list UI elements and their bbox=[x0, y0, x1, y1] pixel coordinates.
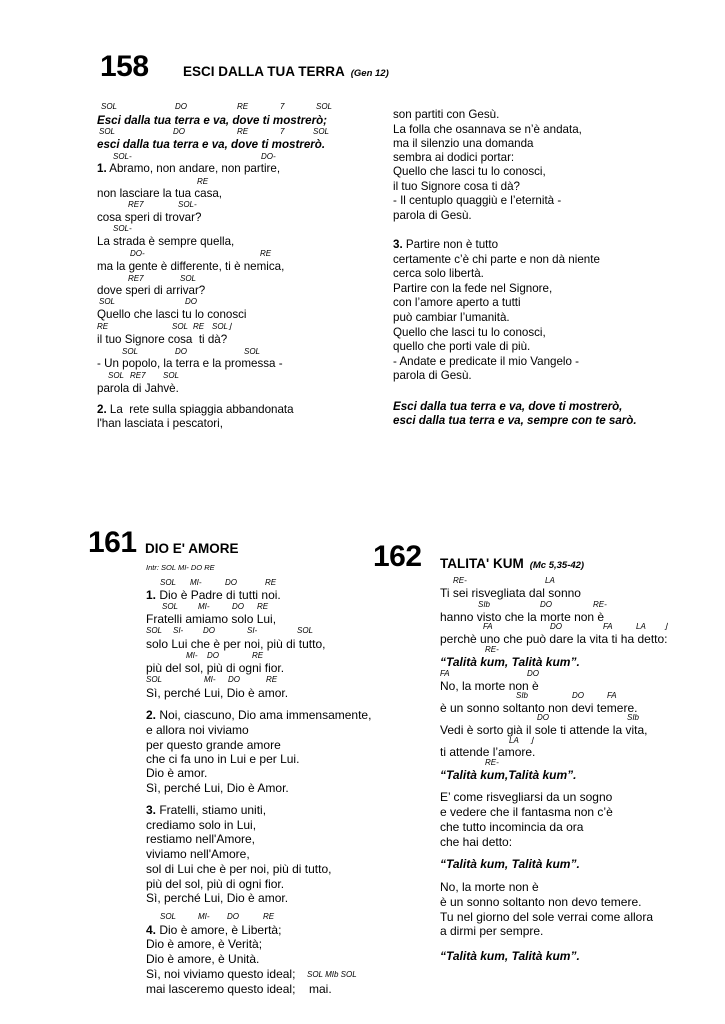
lyric-text: Partire con la fede nel Signore, bbox=[393, 282, 553, 295]
chord: DO bbox=[207, 651, 219, 660]
chord: SOL bbox=[297, 626, 314, 635]
lyric-line bbox=[97, 187, 222, 201]
lyric-line bbox=[97, 211, 201, 225]
lyric-text: Quello che lasci tu lo conosci bbox=[97, 308, 247, 321]
chord: FA bbox=[603, 622, 613, 631]
lyric-line bbox=[146, 803, 266, 817]
lyric-line bbox=[393, 340, 530, 354]
lyric-line bbox=[146, 738, 281, 752]
lyric-line bbox=[393, 151, 514, 165]
verse-number: 2. bbox=[97, 403, 107, 416]
lyric-text: quello che porti vale di più. bbox=[393, 340, 531, 353]
chord: RE bbox=[252, 651, 264, 660]
verse-number: 1. bbox=[97, 162, 107, 175]
lyric-text: a dirmi per sempre. bbox=[440, 924, 544, 938]
lyric-line bbox=[393, 253, 600, 267]
chord: SOL bbox=[313, 127, 330, 136]
lyric-text: più del sol, più di ogni fior. bbox=[146, 661, 285, 675]
lyric-text: - Il centuplo quaggiù e l’eternità - bbox=[393, 194, 562, 207]
lyric-text: Dio è amore, è Verità; bbox=[146, 937, 263, 951]
lyric-text: esci dalla tua terra e va, sempre con te sarò. bbox=[393, 414, 637, 427]
refrain-line bbox=[393, 400, 622, 414]
lyric-text: può cambiar l’umanità. bbox=[393, 311, 510, 324]
chord: SOL- bbox=[113, 152, 132, 161]
song-number: 158 bbox=[100, 50, 149, 83]
lyric-text: Vedi è sorto già il sole ti attende la vita, bbox=[440, 723, 648, 737]
song-heading bbox=[145, 540, 238, 558]
lyric-text: “Talità kum, Talità kum”. bbox=[440, 857, 580, 871]
lyric-text: crediamo solo in Lui, bbox=[146, 818, 257, 832]
chord: RE bbox=[265, 578, 277, 587]
lyric-line bbox=[146, 752, 299, 766]
lyric-line bbox=[146, 982, 295, 996]
chord: SOL bbox=[162, 602, 179, 611]
lyric-text: Sì, perché Lui, Dio è amor. bbox=[146, 891, 289, 905]
lyric-text: Sì, perché Lui, Dio è amor. bbox=[146, 686, 289, 700]
chord: DO bbox=[225, 578, 237, 587]
song-number: 161 bbox=[88, 526, 137, 559]
lyric-line bbox=[146, 923, 281, 937]
lyric-text: - Un popolo, la terra e la promessa - bbox=[97, 357, 283, 370]
chord: DO- bbox=[261, 152, 276, 161]
lyric-text: Sì, perché Lui, Dio è Amor. bbox=[146, 781, 289, 795]
chord: DO bbox=[173, 127, 185, 136]
lyric-line bbox=[146, 686, 288, 700]
lyric-line bbox=[146, 723, 249, 737]
chord: MI- bbox=[198, 602, 210, 611]
lyric-text: Esci dalla tua terra e va, dove ti mostrerò; bbox=[97, 114, 328, 127]
lyric-line bbox=[97, 260, 284, 274]
lyric-text: Tu nel giorno del sole verrai come allora bbox=[440, 910, 653, 924]
chord: RE bbox=[263, 912, 275, 921]
lyric-text: No, la morte non è bbox=[440, 880, 539, 894]
chord: SOL bbox=[99, 127, 116, 136]
chord: RE- bbox=[485, 758, 499, 767]
chord: RE7 bbox=[130, 371, 146, 380]
refrain-line bbox=[393, 414, 637, 428]
lyric-line bbox=[393, 137, 534, 151]
lyric-text: il tuo Signore cosa ti dà? bbox=[97, 333, 228, 346]
lyric-text: La folla che osannava se n’è andata, bbox=[393, 123, 582, 136]
lyric-text: Fratelli, stiamo uniti, bbox=[156, 803, 267, 817]
lyric-line bbox=[97, 382, 179, 396]
lyric-text: perchè uno che può dare la vita ti ha detto: bbox=[440, 632, 668, 646]
lyric-line bbox=[393, 311, 510, 325]
lyric-line bbox=[440, 723, 647, 737]
lyric-line bbox=[146, 832, 255, 846]
lyric-text: e allora noi viviamo bbox=[146, 723, 249, 737]
chord: SOL- bbox=[113, 224, 132, 233]
lyric-line bbox=[440, 745, 535, 759]
chord: SOL bbox=[316, 102, 333, 111]
lyric-line bbox=[440, 632, 668, 646]
lyric-line bbox=[440, 880, 539, 894]
song-title: TALITA' KUM bbox=[440, 556, 524, 571]
verse-number: 1. bbox=[146, 588, 157, 602]
lyric-text: La strada è sempre quella, bbox=[97, 235, 235, 248]
lyric-text: parola di Gesù. bbox=[393, 369, 472, 382]
chord: DO bbox=[550, 622, 562, 631]
lyric-line bbox=[146, 937, 262, 951]
chord: RE bbox=[260, 249, 272, 258]
chord: SOL bbox=[108, 371, 125, 380]
lyric-line bbox=[146, 952, 259, 966]
lyric-line bbox=[97, 162, 280, 176]
lyric-line bbox=[440, 790, 612, 804]
lyric-text: viviamo nell'Amore, bbox=[146, 847, 250, 861]
verse-number: 2. bbox=[146, 708, 157, 722]
lyric-line bbox=[97, 284, 205, 298]
verse-number: 3. bbox=[146, 803, 157, 817]
chord: SI- bbox=[247, 626, 258, 635]
chord: DO bbox=[527, 669, 539, 678]
chord: MI- bbox=[190, 578, 202, 587]
lyric-line bbox=[440, 586, 581, 600]
song-heading bbox=[183, 63, 389, 83]
chord: SIb bbox=[478, 600, 491, 609]
lyric-line bbox=[393, 296, 521, 310]
chord: RE7 bbox=[128, 200, 144, 209]
lyric-text: ti attende l’amore. bbox=[440, 745, 536, 759]
lyric-line bbox=[393, 209, 472, 223]
lyric-line bbox=[146, 891, 288, 905]
lyric-line bbox=[146, 588, 281, 602]
lyric-text: Fratelli amiamo solo Lui, bbox=[146, 612, 277, 626]
chord: 7 bbox=[280, 127, 285, 136]
lyric-line bbox=[146, 661, 284, 675]
refrain-line bbox=[97, 138, 325, 152]
lyric-line bbox=[146, 877, 284, 891]
lyric-line bbox=[146, 967, 295, 981]
refrain-line bbox=[440, 857, 580, 871]
lyric-line bbox=[440, 835, 512, 849]
lyric-text: parola di Gesù. bbox=[393, 209, 472, 222]
chord: FA bbox=[440, 669, 450, 678]
chord: FA bbox=[483, 622, 493, 631]
chord: RE bbox=[193, 322, 205, 331]
lyric-line bbox=[146, 708, 371, 722]
chord: ⌋ bbox=[664, 622, 668, 631]
lyric-line bbox=[393, 282, 552, 296]
lyric-line bbox=[393, 180, 520, 194]
lyric-text: “Talità kum,Talità kum”. bbox=[440, 768, 577, 782]
verse-number: 4. bbox=[146, 923, 157, 937]
lyric-text: Partire non è tutto bbox=[402, 238, 499, 251]
chord: RE bbox=[237, 127, 249, 136]
chord: SOL bbox=[160, 912, 177, 921]
lyric-line bbox=[97, 357, 283, 371]
lyric-line bbox=[440, 805, 613, 819]
chord: SOL bbox=[172, 322, 189, 331]
lyric-line bbox=[440, 924, 543, 938]
lyric-text: Esci dalla tua terra e va, dove ti mostrerò, bbox=[393, 400, 623, 413]
lyric-text: hanno visto che la morte non è bbox=[440, 610, 605, 624]
lyric-line bbox=[146, 818, 256, 832]
lyric-line bbox=[146, 637, 325, 651]
chord: MI- bbox=[198, 912, 210, 921]
chord: MI- bbox=[204, 675, 216, 684]
chord: DO bbox=[537, 713, 549, 722]
chord: DO bbox=[232, 602, 244, 611]
lyric-text: parola di Jahvè. bbox=[97, 382, 179, 395]
chord: MI- bbox=[186, 651, 198, 660]
chord: RE- bbox=[485, 645, 499, 654]
song-heading bbox=[440, 555, 584, 575]
lyric-text: ma il silenzio una domanda bbox=[393, 137, 534, 150]
song-reference: (Mc 5,35-42) bbox=[529, 560, 585, 571]
lyric-text: Noi, ciascuno, Dio ama immensamente, bbox=[156, 708, 372, 722]
lyric-line bbox=[440, 910, 653, 924]
lyric-line bbox=[146, 612, 276, 626]
lyric-text: - Andate e predicate il mio Vangelo - bbox=[393, 355, 580, 368]
lyric-text: cosa speri di trovar? bbox=[97, 211, 202, 224]
lyric-line bbox=[393, 123, 582, 137]
lyric-text: il tuo Signore cosa ti dà? bbox=[393, 180, 520, 193]
refrain-line bbox=[440, 768, 576, 782]
chord: RE7 bbox=[128, 274, 144, 283]
lyric-text: cerca solo libertà. bbox=[393, 267, 484, 280]
lyric-text: sembra ai dodici portar: bbox=[393, 151, 515, 164]
lyric-line bbox=[393, 194, 561, 208]
chord: SOL bbox=[146, 626, 163, 635]
chord: RE bbox=[266, 675, 278, 684]
lyric-text: “Talità kum, Talità kum”. bbox=[440, 949, 580, 963]
lyric-text: esci dalla tua terra e va, dove ti mostrerò. bbox=[97, 138, 326, 151]
lyric-text: sol di Lui che è per noi, più di tutto, bbox=[146, 862, 332, 876]
lyric-text: non lasciare la tua casa, bbox=[97, 187, 223, 200]
lyric-text: dove speri di arrivar? bbox=[97, 284, 206, 297]
lyric-line bbox=[393, 369, 472, 383]
lyric-text: ma la gente è differente, ti è nemica, bbox=[97, 260, 285, 273]
chord: DO bbox=[540, 600, 552, 609]
lyric-text: Dio è amore, è Unità. bbox=[146, 952, 260, 966]
chord: DO bbox=[175, 102, 187, 111]
chord: DO bbox=[572, 691, 584, 700]
lyric-text: Abramo, non andare, non partire, bbox=[106, 162, 281, 175]
song-reference: (Gen 12) bbox=[350, 68, 389, 79]
lyric-line bbox=[97, 308, 247, 322]
chord: RE bbox=[237, 102, 249, 111]
chord: 7 bbox=[280, 102, 285, 111]
lyric-line bbox=[393, 355, 579, 369]
song-title: DIO E' AMORE bbox=[145, 541, 239, 556]
lyric-text: più del sol, più di ogni fior. bbox=[146, 877, 285, 891]
chord: RE bbox=[97, 322, 109, 331]
chord: RE bbox=[197, 177, 209, 186]
lyric-text: e vedere che il fantasma non c’è bbox=[440, 805, 613, 819]
chord: SOL- bbox=[178, 200, 197, 209]
lyric-line bbox=[146, 766, 207, 780]
lyric-text: certamente c’è chi parte e non dà niente bbox=[393, 253, 600, 266]
lyric-line bbox=[97, 235, 234, 249]
song-number: 162 bbox=[373, 540, 422, 573]
chord: RE bbox=[257, 602, 269, 611]
lyric-text: mai lasceremo questo ideal; bbox=[146, 982, 296, 996]
lyric-line bbox=[97, 403, 294, 417]
lyric-text: che tutto incomincia da ora bbox=[440, 820, 584, 834]
lyric-text: La rete sulla spiaggia abbandonata bbox=[106, 403, 294, 416]
chord: SOL⌋ bbox=[212, 322, 232, 331]
chord: RE- bbox=[593, 600, 607, 609]
chord: SOL bbox=[101, 102, 118, 111]
lyric-text: l'han lasciata i pescatori, bbox=[97, 417, 223, 430]
chord: SOL bbox=[244, 347, 261, 356]
aside-chords: SOL MIb SOL bbox=[307, 970, 357, 979]
lyric-text: “Talità kum, Talità kum”. bbox=[440, 655, 580, 669]
lyric-text: è un sonno soltanto non devo temere. bbox=[440, 895, 642, 909]
chord: SOL bbox=[163, 371, 180, 380]
lyric-text: Ti sei risvegliata dal sonno bbox=[440, 586, 581, 600]
refrain-line bbox=[440, 949, 580, 963]
lyric-line bbox=[440, 820, 583, 834]
chord: LA bbox=[509, 736, 519, 745]
lyric-line bbox=[97, 417, 223, 431]
lyric-text: E’ come risvegliarsi da un sogno bbox=[440, 790, 613, 804]
chord: SOL bbox=[160, 578, 177, 587]
lyric-line bbox=[146, 847, 250, 861]
lyric-text: Sì, noi viviamo questo ideal; bbox=[146, 967, 296, 981]
lyric-text: per questo grande amore bbox=[146, 738, 281, 752]
chord: DO bbox=[185, 297, 197, 306]
lyric-text: che hai detto: bbox=[440, 835, 513, 849]
chord: LA bbox=[545, 576, 555, 585]
chord: SI- bbox=[173, 626, 184, 635]
chord: ⌋ bbox=[530, 736, 534, 745]
chord: SIb bbox=[516, 691, 529, 700]
song-title: ESCI DALLA TUA TERRA bbox=[183, 64, 345, 79]
verse-number: 3. bbox=[393, 238, 403, 251]
chord: DO bbox=[228, 675, 240, 684]
chord: SOL bbox=[180, 274, 197, 283]
lyric-text: solo Lui che è per noi, più di tutto, bbox=[146, 637, 326, 651]
lyric-text: Quello che lasci tu lo conosci, bbox=[393, 326, 546, 339]
lyric-line bbox=[97, 333, 227, 347]
lyric-line bbox=[393, 238, 498, 252]
refrain-line bbox=[97, 114, 327, 128]
chord: FA bbox=[607, 691, 617, 700]
intro-chords: Intr: SOL MI- DO RE bbox=[146, 563, 215, 572]
lyric-text: Dio è amore, è Libertà; bbox=[156, 923, 282, 937]
chord: RE- bbox=[453, 576, 467, 585]
lyric-text: che ci fa uno in Lui e per Lui. bbox=[146, 752, 300, 766]
lyric-text: son partiti con Gesù. bbox=[393, 108, 500, 121]
chord: DO bbox=[175, 347, 187, 356]
lyric-line bbox=[440, 610, 604, 624]
chord: SOL bbox=[99, 297, 116, 306]
lyric-line bbox=[393, 326, 546, 340]
chord: DO bbox=[227, 912, 239, 921]
lyric-line bbox=[393, 267, 484, 281]
lyric-line bbox=[393, 108, 499, 122]
chord: DO bbox=[203, 626, 215, 635]
lyric-text: restiamo nell'Amore, bbox=[146, 832, 255, 846]
lyric-text: con l’amore aperto a tutti bbox=[393, 296, 521, 309]
lyric-text: è un sonno soltanto non devi temere. bbox=[440, 701, 638, 715]
lyric-text: No, la morte non è bbox=[440, 679, 539, 693]
lyric-text: Dio è amor. bbox=[146, 766, 208, 780]
lyric-text: Quello che lasci tu lo conosci, bbox=[393, 165, 546, 178]
chord: LA bbox=[636, 622, 646, 631]
refrain-line bbox=[440, 655, 580, 669]
lyric-text: Dio è Padre di tutti noi. bbox=[156, 588, 281, 602]
chord: SOL bbox=[146, 675, 163, 684]
chord: SOL bbox=[122, 347, 139, 356]
chord: SIb bbox=[627, 713, 640, 722]
lyric-line bbox=[146, 862, 331, 876]
aside-text: mai. bbox=[309, 982, 332, 996]
chord: DO- bbox=[130, 249, 145, 258]
lyric-line bbox=[393, 165, 546, 179]
lyric-line bbox=[440, 895, 641, 909]
lyric-line bbox=[146, 781, 289, 795]
